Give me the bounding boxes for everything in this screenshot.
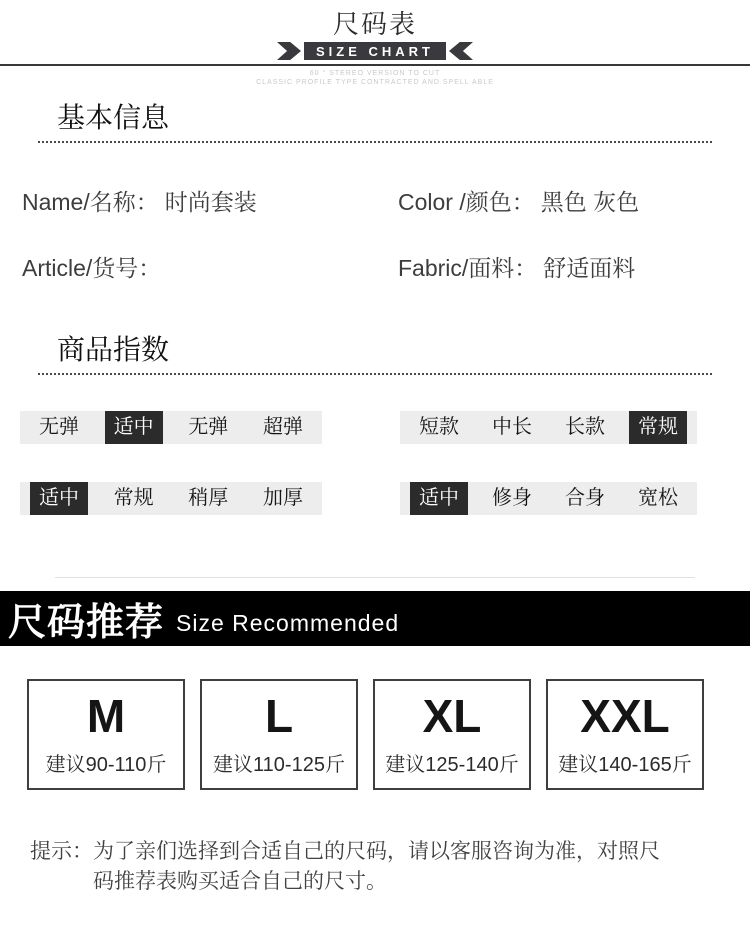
- info-field: [22, 255, 398, 281]
- size-box: [27, 679, 185, 790]
- info-field-label: Fabric/面料：: [398, 255, 538, 281]
- option-selected: 适中: [30, 482, 88, 515]
- option: 无弹: [188, 416, 229, 438]
- size-weight-range: 建议110-125斤: [213, 753, 345, 776]
- header-subtext-line1: 60 ° STEREO VERSION TO CUT: [309, 70, 441, 77]
- option-selected: 适中: [105, 411, 163, 444]
- size-recommend-banner: [0, 591, 750, 646]
- size-recommend-title-cn: 尺码推荐: [8, 602, 165, 644]
- ribbon-label: SIZE CHART: [304, 42, 446, 60]
- size-chart-ribbon: [0, 42, 750, 60]
- info-field-value: 黑色 灰色: [540, 189, 640, 215]
- option: 短款: [419, 416, 459, 438]
- size-weight-range: 建议90-110斤: [45, 753, 167, 776]
- product-index-heading: 商品指数: [57, 334, 170, 365]
- option-group: [20, 411, 322, 444]
- option-selected: 适中: [410, 482, 468, 515]
- option: 宽松: [638, 487, 678, 509]
- option: 中长: [492, 416, 532, 438]
- size-boxes: [27, 679, 750, 790]
- option-group: [400, 411, 697, 444]
- info-field-label: Name/名称：: [22, 189, 159, 215]
- size-box: [200, 679, 358, 790]
- basic-info-dotted-divider: [38, 141, 712, 143]
- size-label: XL: [422, 689, 482, 742]
- product-index-dotted-divider: [38, 373, 712, 375]
- option: 长款: [565, 416, 605, 438]
- basic-info-heading: 基本信息: [57, 102, 170, 133]
- product-index-grid: [20, 411, 730, 515]
- size-box: [373, 679, 531, 790]
- size-label: M: [86, 689, 126, 742]
- option: 超弹: [262, 416, 303, 438]
- info-field-label: Color /颜色：: [398, 189, 535, 215]
- tip-note: [30, 837, 750, 897]
- ribbon-left-arrow-icon: [277, 42, 301, 60]
- size-label: XXL: [580, 689, 670, 742]
- option: 稍厚: [188, 487, 229, 509]
- option-selected: 常规: [629, 411, 687, 444]
- option: 修身: [492, 487, 532, 509]
- info-field-value: 舒适面料: [543, 255, 636, 281]
- size-box: [546, 679, 704, 790]
- option-group: [20, 482, 322, 515]
- header-divider: [0, 64, 750, 66]
- info-field: [22, 189, 398, 215]
- basic-info-grid: [22, 189, 750, 281]
- info-field: [398, 189, 750, 215]
- size-weight-range: 建议140-165斤: [558, 753, 692, 776]
- option: 常规: [113, 487, 154, 509]
- header-subtext-line2: CLASSIC PROFILE TYPE CONTRACTED AND SPELL ABLE: [256, 79, 494, 86]
- option: 合身: [565, 487, 605, 509]
- option: 无弹: [39, 416, 79, 438]
- info-field-value: 时尚套装: [164, 189, 257, 215]
- size-label: L: [264, 689, 294, 742]
- size-weight-range: 建议125-140斤: [385, 753, 519, 776]
- header-subtext: [0, 69, 750, 87]
- info-field-label: Article/货号：: [22, 255, 162, 281]
- option-group: [400, 482, 697, 515]
- page-title: 尺码表: [332, 9, 417, 39]
- size-recommend-title-en: Size Recommended: [176, 610, 400, 636]
- tip-note-label: 提示：: [30, 840, 93, 863]
- ribbon-right-arrow-icon: [449, 42, 473, 60]
- section-divider: [55, 577, 695, 578]
- info-field: [398, 255, 750, 281]
- page-header: [0, 0, 750, 87]
- tip-note-text: 为了亲们选择到合适自己的尺码，请以客服咨询为准，对照尺码推荐表购买适合自己的尺寸。: [93, 840, 660, 893]
- option: 加厚: [262, 487, 303, 509]
